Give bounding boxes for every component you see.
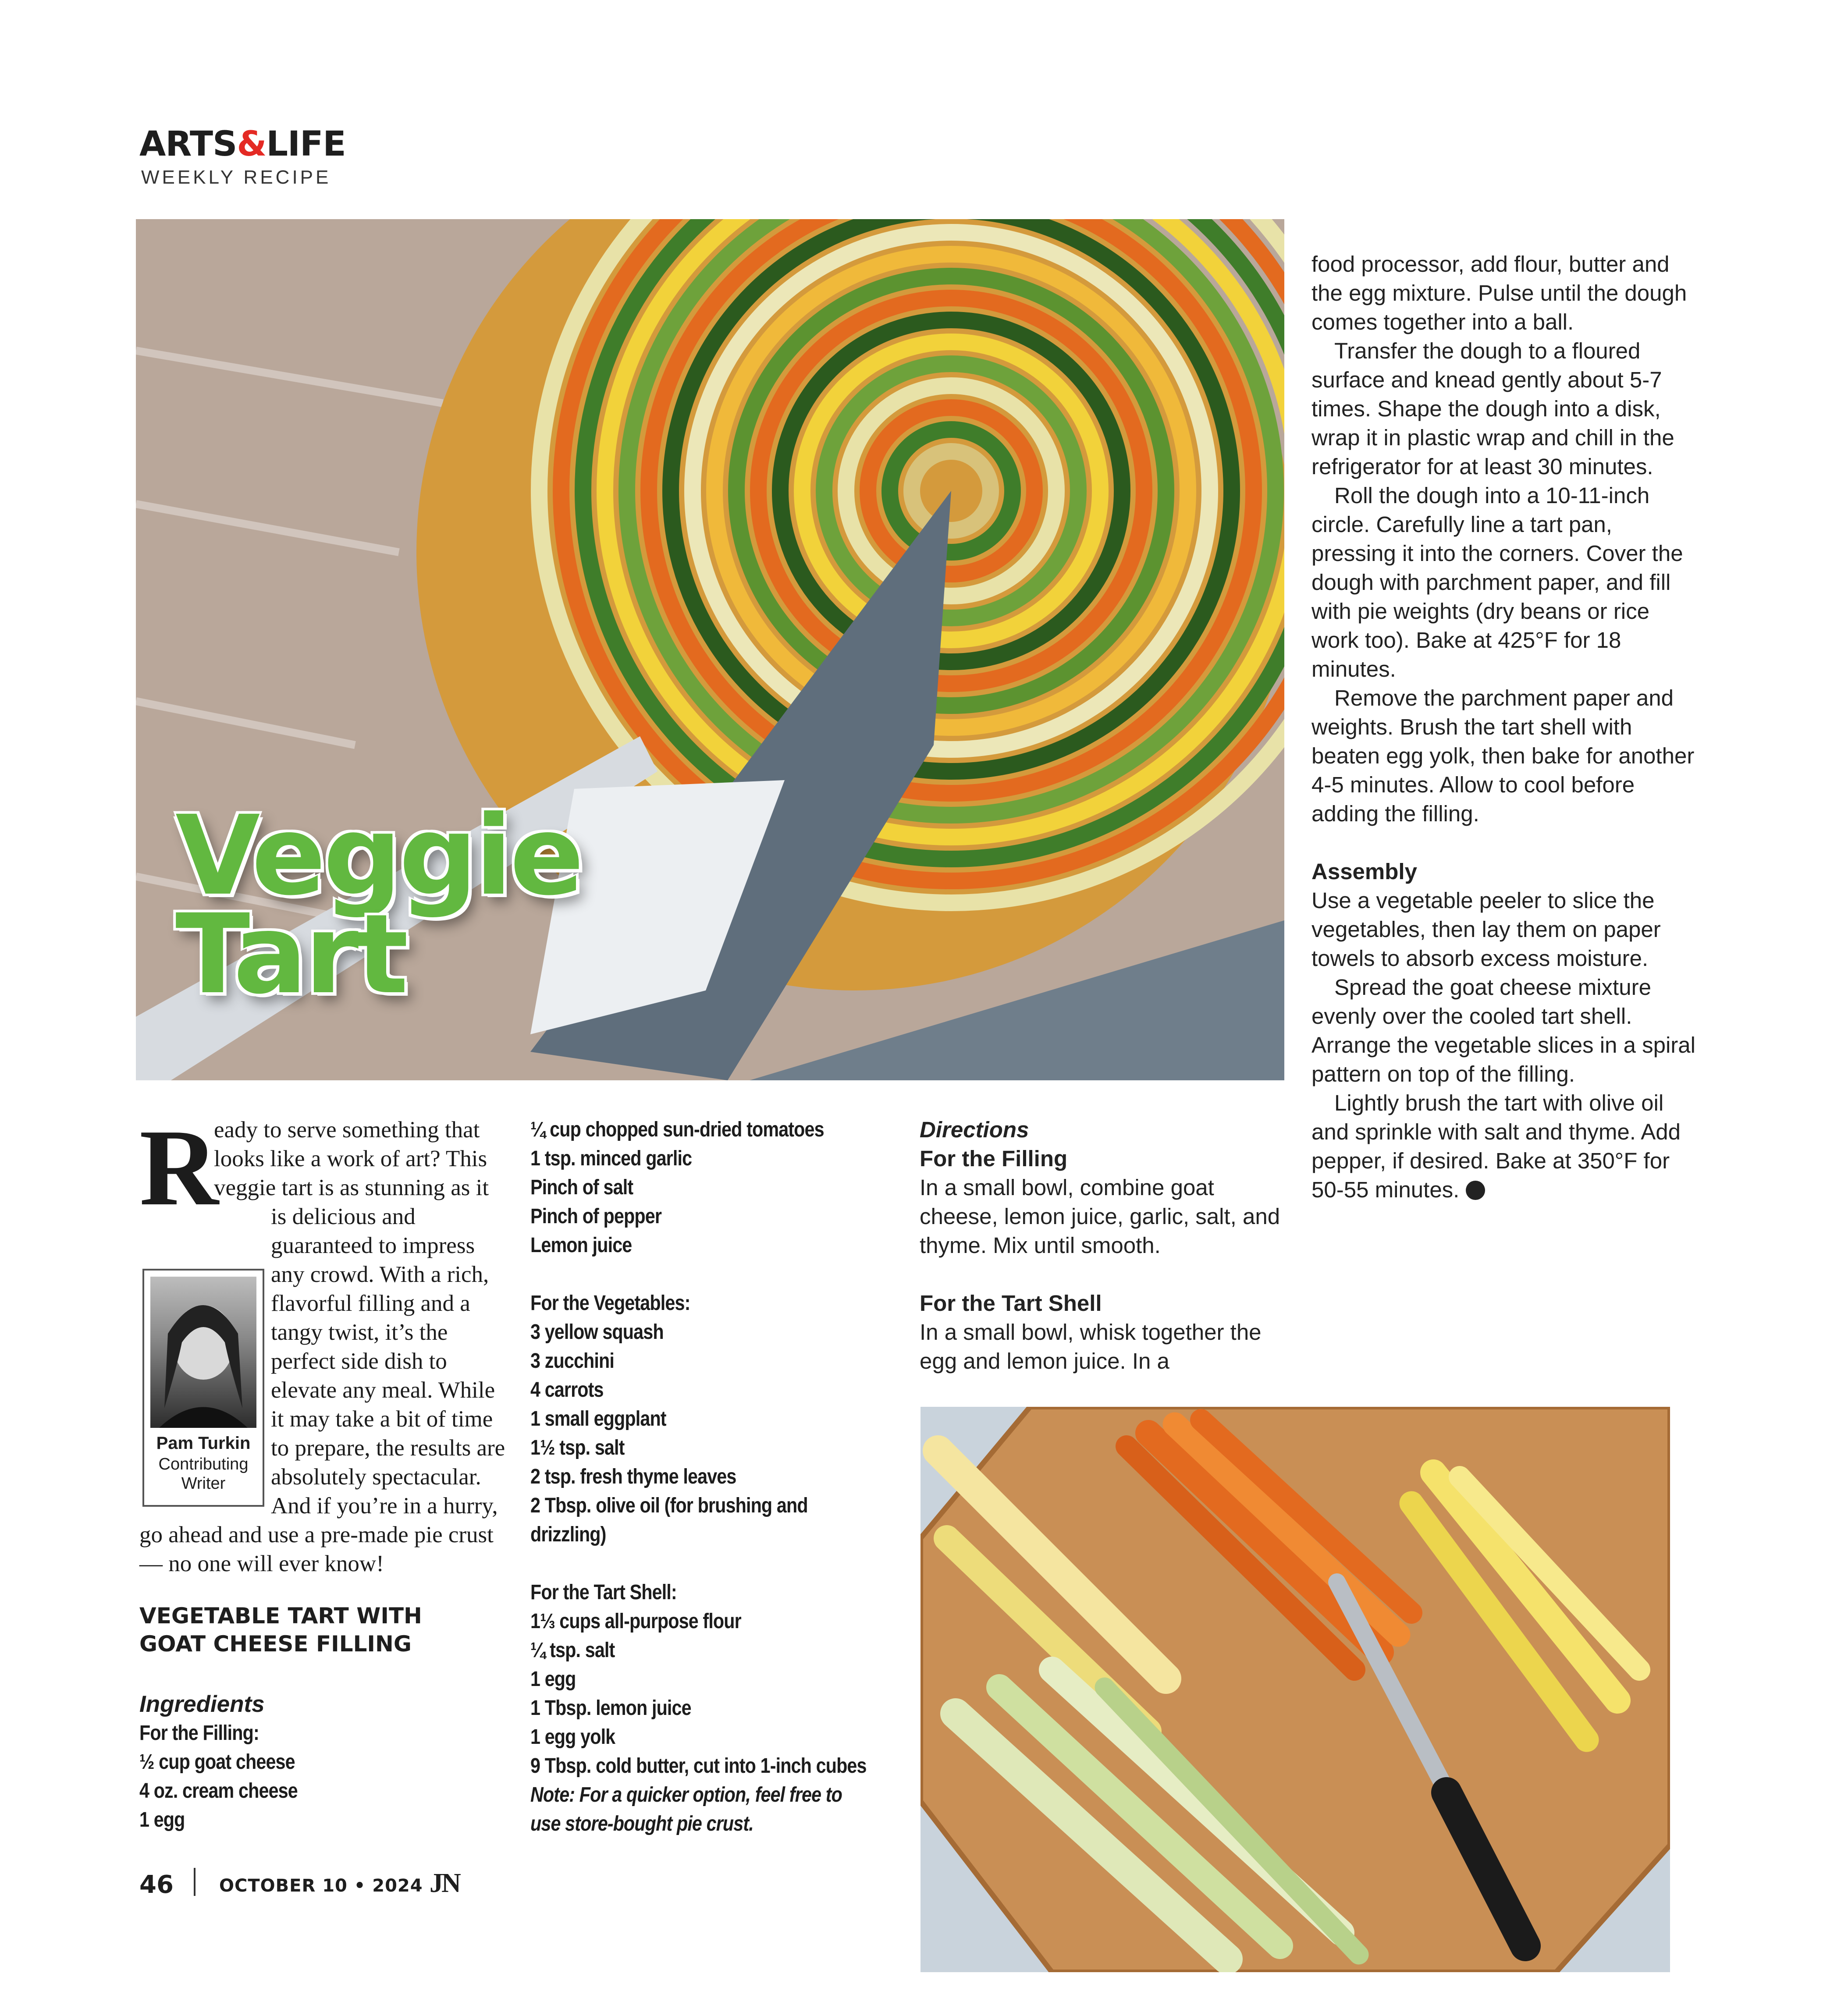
directions bbox=[920, 1115, 1297, 1376]
vegetables-heading: For the Vegetables: bbox=[530, 1292, 690, 1315]
hero-title bbox=[175, 792, 658, 1018]
issue-date: OCTOBER 10 • 2024 bbox=[219, 1876, 423, 1896]
list-item: ¼ tsp. salt bbox=[530, 1639, 615, 1662]
section-title: ARTS&LIFE bbox=[139, 124, 346, 164]
directions-paragraph: Remove the parchment paper and weights. Brush the tart shell with beaten egg yolk, then bake for another 4-5 minutes. Allow to cool before adding the filling. bbox=[1311, 685, 1695, 826]
list-item: 1 small eggplant bbox=[530, 1407, 666, 1430]
directions-shell-heading: For the Tart Shell bbox=[920, 1291, 1102, 1316]
ingredients-column bbox=[530, 1115, 907, 1839]
page-number: 46 bbox=[139, 1870, 174, 1899]
list-item: 3 zucchini bbox=[530, 1349, 614, 1373]
list-item: 1 tsp. minced garlic bbox=[530, 1147, 692, 1170]
list-item: 4 oz. cream cheese bbox=[139, 1779, 298, 1803]
recipe-note: Note: For a quicker option, feel free to bbox=[530, 1783, 842, 1807]
assembly-paragraph: Lightly brush the tart with olive oil and sprinkle with salt and thyme. Add pepper, if desired. Bake at 350°F for 50-55 minutes. bbox=[1311, 1090, 1681, 1202]
drop-cap: R bbox=[139, 1107, 219, 1228]
section-subtitle: WEEKLY RECIPE bbox=[141, 167, 331, 188]
directions-paragraph: In a small bowl, combine goat cheese, lemon juice, garlic, salt, and thyme. Mix until smooth. bbox=[920, 1175, 1280, 1258]
list-item: ½ cup goat cheese bbox=[139, 1750, 295, 1774]
assembly-heading: Assembly bbox=[1311, 859, 1417, 884]
list-item: 1 egg yolk bbox=[530, 1725, 615, 1749]
shell-heading: For the Tart Shell: bbox=[530, 1581, 677, 1604]
directions-filling-heading: For the Filling bbox=[920, 1146, 1068, 1171]
sliced-vegetables-photo bbox=[920, 1407, 1670, 1972]
hero-title-line1: Veggie bbox=[175, 792, 582, 919]
assembly-paragraph: Spread the goat cheese mixture evenly over the cooled tart shell. Arrange the vegetable slices in a spiral pattern on top of the filling. bbox=[1311, 975, 1695, 1086]
directions-heading: Directions bbox=[920, 1117, 1029, 1142]
list-item: Lemon juice bbox=[530, 1234, 632, 1257]
end-mark-icon bbox=[1466, 1181, 1485, 1200]
section-title-ampersand: & bbox=[237, 124, 267, 164]
writer-avatar bbox=[150, 1277, 256, 1428]
list-item: 2 tsp. fresh thyme leaves bbox=[530, 1465, 736, 1488]
list-item: 1⅓ cups all-purpose flour bbox=[530, 1610, 741, 1633]
writer-name: Pam Turkin bbox=[156, 1434, 251, 1453]
recipe-title: VEGETABLE TART WITH GOAT CHEESE FILLING bbox=[139, 1603, 422, 1657]
intro-paragraph: eady to serve something that looks like a work of art? This veggie tart is as stunning as it is delicious and guaranteed to impress any crowd. With a rich, flavorful filling and a tangy twist, it’s the perfect side dish to elevate any meal. While it may take a bit of time to prepare, the results are absolutely spectacular. And if you’re in a hurry, go ahead and use a pre-made pie crust — no one will ever know! bbox=[139, 1117, 505, 1576]
ingredients-heading: Ingredients bbox=[139, 1691, 265, 1717]
list-item: 1 Tbsp. lemon juice bbox=[530, 1697, 691, 1720]
directions-continued bbox=[1311, 250, 1697, 1204]
list-item: 4 carrots bbox=[530, 1378, 604, 1402]
list-item: ¼ cup chopped sun-dried tomatoes bbox=[530, 1118, 824, 1141]
drop-cap-space bbox=[139, 1115, 214, 1203]
writer-role: Contributing Writer bbox=[158, 1455, 249, 1493]
publication-logo: JN bbox=[430, 1868, 459, 1898]
writer-box bbox=[142, 1269, 264, 1507]
hero-title-line2: Tart bbox=[175, 891, 406, 1018]
directions-paragraph: food processor, add flour, butter and the egg mixture. Pulse until the dough comes together into a ball. bbox=[1311, 252, 1687, 334]
list-item: 3 yellow squash bbox=[530, 1320, 664, 1344]
list-item: 2 Tbsp. olive oil (for brushing and bbox=[530, 1494, 808, 1517]
recipe-note: use store-bought pie crust. bbox=[530, 1812, 753, 1835]
assembly-paragraph: Use a vegetable peeler to slice the vegetables, then lay them on paper towels to absorb excess moisture. bbox=[1311, 888, 1661, 971]
list-item: 1½ tsp. salt bbox=[530, 1436, 625, 1459]
directions-paragraph: Transfer the dough to a floured surface and knead gently about 5-7 times. Shape the dough into a disk, wrap it in plastic wrap and chill in the refrigerator for at least 30 minutes. bbox=[1311, 338, 1674, 479]
list-item: Pinch of pepper bbox=[530, 1205, 662, 1228]
sliced-vegetables-image bbox=[920, 1407, 1670, 1972]
directions-paragraph: Roll the dough into a 10-11-inch circle. Carefully line a tart pan, pressing it into the corners. Cover the dough with parchment paper, and fill with pie weights (dry beans or rice work too). Bake at 425°F for 18 minutes. bbox=[1311, 483, 1683, 681]
filling-ingredients bbox=[139, 1719, 441, 1835]
list-item: 1 egg bbox=[530, 1668, 576, 1691]
directions-paragraph: In a small bowl, whisk together the egg and lemon juice. In a bbox=[920, 1320, 1262, 1374]
list-item: Pinch of salt bbox=[530, 1176, 633, 1199]
filling-heading: For the Filling: bbox=[139, 1721, 259, 1745]
list-item: drizzling) bbox=[530, 1523, 606, 1546]
footer-divider bbox=[194, 1868, 195, 1896]
list-item: 9 Tbsp. cold butter, cut into 1-inch cubes bbox=[530, 1754, 867, 1778]
list-item: 1 egg bbox=[139, 1808, 185, 1831]
